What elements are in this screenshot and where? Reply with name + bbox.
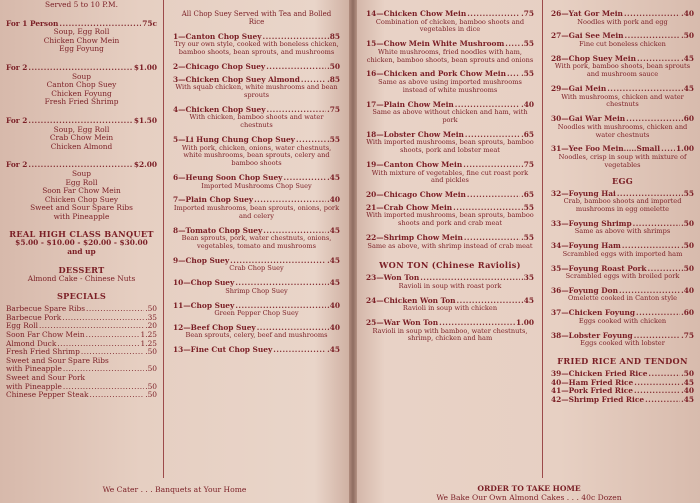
menu-item-price: .45 [681,394,694,404]
menu-item-description: Same as above with shrimps [574,227,671,236]
menu-item-name: 21—Crab Chow Mein [366,202,453,212]
menu-item-price: .55 [521,232,534,242]
menu-item-name: 38—Lobster Foyung [551,330,633,340]
dinner-set-label: For 2 [6,115,28,125]
dot-leader [634,379,680,388]
dinner-hours: Served 5 to 10 P.M. [45,0,118,9]
dinner-set-item: Soon Far Chow Mein [42,186,121,196]
menu-item-price: .45 [327,172,340,182]
special-price: .20 [145,321,157,331]
special-price: .35 [145,312,157,322]
dinner-set-item: Chicken Foyung [51,88,112,98]
menu-item-description: White mushrooms, fried noodles with ham, chicken, bamboo shoots, bean sprouts and onions [366,47,534,64]
dinner-set-item: Soup, Egg Roll [53,27,110,37]
menu-item-price: .75 [521,9,534,18]
menu-item-name: 2—Chicago Chop Suey [173,62,266,71]
menu-item-price: .40 [327,195,340,205]
center-fold [349,0,357,503]
dinner-set-price: $1.50 [133,115,157,125]
menu-item-price: .50 [681,241,694,251]
menu-item-price: .40 [327,322,340,332]
menu-item-description: Bean sprouts, pork, water chestnuts, onions, vegetables, tomato and mushrooms [181,234,332,250]
menu-item-description: Eggs cooked with lobster [580,339,665,348]
menu-item-description: Try our own style, cooked with boneless chicken, bamboo shoots, bean sprouts, and mushrooms [174,40,339,57]
special-name: Sweet and Sour Pork [6,373,85,382]
menu-item-price: .60 [681,308,694,318]
mein-list [551,10,694,170]
menu-item-description: Scrambled eggs with broiled pork [565,272,680,281]
special-name: with Pineapple [6,381,62,391]
menu-item-name: 34—Foyung Ham [551,241,621,251]
menu-item-description: Ravioli in soup with roast pork [398,281,502,290]
menu-item-price: .45 [681,83,694,93]
menu-item-price: .65 [521,129,534,139]
mein-column [545,0,700,503]
menu-item-name: 9—Chop Suey [173,255,230,265]
menu-item-name: 17—Plain Chow Mein [366,99,454,109]
menu-item-name: 10—Chop Suey [173,278,235,288]
dot-leader [648,370,680,379]
menu-item-row [366,191,534,200]
menu-item-name: 25—War Won Ton [366,318,439,328]
wonton-title: WON TON (Chinese Raviolis) [379,260,521,271]
menu-item-row [551,396,694,405]
menu-item-name: 15—Chow Mein White Mushroom [366,39,505,49]
menu-item-price: .65 [521,190,534,200]
menu-item-price: 1.00 [675,144,694,154]
banquet-title: REAL HIGH CLASS BANQUET [9,229,154,240]
dinner-set-item: Chicken Chop Suey [44,194,119,204]
menu-item-description: Shrimp Chop Suey [225,286,288,295]
menu-item-name: 26—Yat Gor Mein [551,9,623,18]
menu-item-name: 36—Foyung Don [551,285,618,295]
special-name: Egg Roll [6,321,38,331]
menu-item-name: 16—Chicken and Pork Chow Mein [366,69,506,79]
menu-item-price: .45 [327,278,340,288]
menu-item-description: Imported mushrooms, bean sprouts, onions, pork and celery [173,203,340,220]
menu-item-description: Same as above using imported mushrooms instead of white mushrooms [378,77,522,94]
menu-item-name: 23—Won Ton [366,273,420,283]
menu-item-price: .45 [681,377,694,387]
menu-item-price: .50 [681,218,694,228]
egg-list [551,190,694,349]
menu-item-description: Noodles with pork and egg [577,17,668,26]
special-price: .50 [145,304,157,314]
menu-item-price: .55 [521,69,534,79]
wonton-list [366,274,534,343]
banquet-suffix: and up [67,247,96,257]
dot-leader [467,191,520,200]
menu-item-description: Same as above, with shrimp instead of crab meat [367,241,533,250]
specials-title: SPECIALS [56,291,107,302]
menu-item-name: 4—Chicken Chop Suey [173,104,266,114]
dinner-set-item: Chicken Chow Mein [43,35,120,45]
menu-item-price: .85 [327,74,340,84]
menu-item-price: .40 [681,9,694,18]
special-name: with Pineapple [6,364,62,374]
menu-item-price: .75 [681,330,694,340]
dinner-set-label: For 2 [6,62,28,72]
menu-item-row [173,63,340,72]
dinner-set-item: Soup [71,71,91,81]
chop-suey-list [173,33,340,355]
dinner-set-item: Chicken Almond [50,141,113,151]
menu-item-price: .55 [521,202,534,212]
menu-item-price: .55 [681,188,694,198]
menu-item-price: .45 [327,345,340,355]
rice-list [551,370,694,404]
menu-item-description: Ravioli in soup with bamboo, water chestnuts, shrimp, chicken and ham [372,326,528,343]
special-price: .50 [145,347,157,357]
catering-note: We Cater . . . Banquets at Your Home [102,485,247,495]
chop-suey-header: All Chop Suey Served with Tea and Bolled Rice [181,10,332,27]
special-price: .50 [145,390,157,400]
menu-item-name: 39—Chicken Fried Rice [551,369,648,379]
menu-item-description: Fine cut boneless chicken [579,39,666,48]
dinner-set-item: Egg Roll [65,177,98,187]
menu-item-description: Crab, bamboo shoots and imported mushrooms in egg omelette [563,197,682,213]
dinner-set-item: Soup [71,168,91,178]
menu-item-name: 37—Chicken Foyung [551,308,635,318]
menu-item-name: 41—Pork Fried Rice [551,386,633,396]
menu-item-price: .55 [327,134,340,144]
menu-item-description: With pork, bamboo shoots, bean sprouts and mushroom sauce [554,62,691,79]
menu-item-price: .85 [327,31,340,41]
menu-item-name: 20—Chicago Chow Mein [366,190,466,200]
menu-item-price: .50 [681,31,694,41]
menu-item-description: Ravioli in soup with chicken [402,304,498,313]
dinner-set-item: Canton Chop Suey [46,80,117,90]
dinner-set-price: $1.00 [133,62,157,72]
dinner-set-item: with Pineapple [53,211,110,221]
special-price: 1.25 [140,330,157,340]
special-price: .50 [145,381,157,391]
rice-title: FRIED RICE AND TENDON [557,356,688,367]
menu-item-description: Eggs cooked with chicken [578,316,667,325]
almond-cake-note: We Bake Our Own Almond Cakes . . . 40c Dozen [436,493,622,503]
menu-item-name: 33—Foyung Shrimp [551,218,632,228]
menu-item-name: 14—Chicken Chow Mein [366,9,467,18]
menu-item-description: Combination of chicken, bamboo shoots and vegetables in dice [375,17,525,34]
menu-item-name: 6—Heung Soon Chop Suey [173,172,283,182]
dot-leader [86,331,140,340]
menu-item-name: 30—Gai War Mein [551,114,626,124]
special-name: Soon Far Chow Mein [6,330,85,340]
specials-list [6,305,157,400]
menu-item-name: 29—Gai Mein [551,83,607,93]
menu-item-name: 19—Canton Chow Mein [366,159,463,169]
menu-item-price: .60 [681,114,694,124]
menu-item-row [173,346,340,355]
menu-item-price: .75 [327,104,340,114]
menu-item-description: Same as above without chicken and ham, with pork [372,108,528,124]
menu-item-name: 1—Canton Chop Suey [173,31,262,41]
menu-item-description: Omelette cooked in Canton style [567,294,678,303]
menu-item-name: 40—Ham Fried Rice [551,377,634,387]
menu-item-description: With mixture of vegetables, fine cut roast pork and pickles [371,168,529,185]
menu-item-price: .45 [327,255,340,265]
special-name: Sweet and Sour Spare Ribs [6,355,109,365]
menu-item-description: With imported mushrooms, bean sprouts, bamboo shoots and pork and crab meat [366,211,534,228]
dessert-items: Almond Cake - Chinese Nuts [27,273,136,283]
special-name: Barbecue Pork [6,312,62,322]
menu-item-price: .40 [521,99,534,109]
menu-item-description: With squab chicken, white mushrooms and bean sprouts [175,83,338,99]
menu-item-price: .45 [681,53,694,63]
menu-item-description: Noodles, crisp in soup with mixture of vegetables [558,152,687,169]
menu-item-name: 32—Foyung Hai [551,188,616,198]
egg-title: EGG [611,175,634,186]
menu-item-description: Noodles with mushrooms, chicken and water chestnuts [557,122,688,139]
menu-item-name: 8—Tomato Chop Suey [173,225,263,235]
dessert-title: DESSERT [58,264,105,275]
menu-item-name: 28—Chop Suey Mein [551,53,636,63]
menu-item-name: 24—Chicken Won Ton [366,295,456,305]
menu-item-price: .50 [681,369,694,379]
dinner-set-label: For 2 [6,160,28,170]
menu-item-description: Green Pepper Chop Suey [214,309,299,318]
menu-item-name: 31—Yee Foo Mein.....Small [551,144,661,154]
menu-item-price: .40 [327,300,340,310]
menu-item-price: .35 [521,273,534,283]
menu-item-price: .45 [327,225,340,235]
dot-leader [86,305,144,314]
menu-item-price: .75 [521,159,534,169]
dot-leader [273,346,326,355]
menu-item-name: 35—Foyung Roast Pork [551,263,647,273]
dinner-set-price: 75c [142,18,157,28]
dinner-sets [6,20,157,222]
menu-item-name: 3—Chicken Chop Suey Almond [173,74,300,84]
dinners-column [0,0,163,503]
menu-item-description: Bean sprouts, celery, beef and mushrooms [185,331,328,340]
menu-item-name: 22—Shrimp Chow Mein [366,232,463,242]
menu-item-name: 7—Plain Chop Suey [173,195,254,205]
dinner-set-item: Egg Foyung [59,44,104,54]
takeout-title: ORDER TO TAKE HOME [477,484,581,494]
menu-item-name: 11—Chop Suey [173,300,235,310]
chop-suey-column [165,0,348,503]
menu-item-price: .40 [681,285,694,295]
menu-item-description: Crab Chop Suey [229,264,284,273]
dot-leader [62,314,144,323]
dot-leader [266,63,326,72]
chow-mein-column [358,0,542,503]
dinner-set-item: Fresh Fried Shrimp [44,97,119,107]
menu-item-name: 27—Gai See Mein [551,31,624,41]
menu-item-price: .55 [521,39,534,49]
special-name: Almond Duck [6,338,57,348]
menu-item-name: 5—Li Hung Chung Chop Suey [173,134,295,144]
menu-item-name: 18—Lobster Chow Mein [366,129,464,139]
menu-item-description: Imported Mushrooms Chop Suey [201,181,312,190]
menu-item-price: 1.00 [515,318,534,328]
banquet-prices: $5.00 - $10.00 - $20.00 - $30.00 [15,238,148,248]
menu-item-price: .40 [681,386,694,396]
menu-item-description: Scrambled eggs with imported ham [562,249,683,258]
special-name: Barbecue Spare Ribs [6,304,86,314]
menu-item-description: With chicken, bamboo shoots and water chestnuts [189,113,324,130]
special-name: Fresh Fried Shrimp [6,347,80,357]
dot-leader [89,391,144,400]
menu-item-price: .45 [521,295,534,305]
dinner-set-item: Crab Chow Mein [49,133,114,143]
dinner-set-item: Sweet and Sour Spare Ribs [30,203,133,213]
menu-item-name: 13—Fine Cut Chop Suey [173,345,273,355]
chow-mein-list [366,10,534,250]
dinner-set-label: For 1 Person [6,18,59,28]
menu-item-name: 12—Beef Chop Suey [173,322,256,332]
menu-item-description: With pork, chicken, onions, water chestnuts, white mushrooms, bean sprouts, celery and bamboo shoots [181,143,332,168]
dinner-set-price: $2.00 [133,160,157,170]
special-item [6,391,157,400]
column-divider [163,0,164,478]
special-price: .50 [145,364,157,374]
special-price: 1.25 [140,338,157,348]
menu-item-price: .50 [681,263,694,273]
menu-item-description: With mushrooms, chicken and water chestnuts [561,92,684,109]
column-divider [542,0,543,478]
dot-leader [645,396,680,405]
special-name: Chinese Pepper Steak [6,390,89,400]
menu-item-description: With imported mushrooms, bean sprouts, bamboo shoots, pork and lobster meat [366,138,534,155]
dinner-set-item: Soup, Egg Roll [53,124,110,134]
menu-item-price: .50 [327,62,340,71]
menu-item-name: 42—Shrimp Fried Rice [551,394,645,404]
